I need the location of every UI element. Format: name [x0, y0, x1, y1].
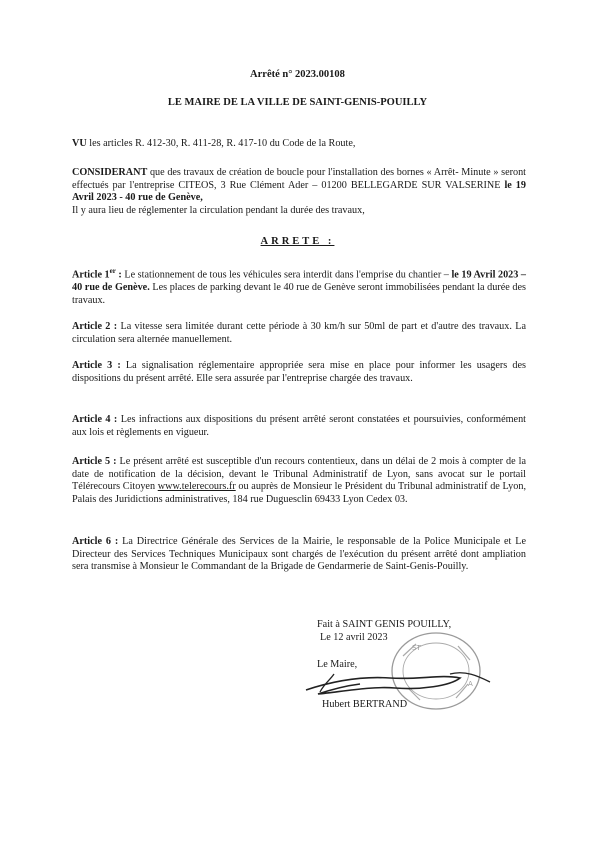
- decree-number: Arrêté n° 2023.00108: [250, 69, 345, 80]
- article-1-colon: :: [115, 269, 122, 281]
- article-1-text: Le stationnement de tous les véhicules sera interdit dans l'emprise du chantier –: [121, 269, 452, 281]
- article-5-text-cont: ou auprès de Monsieur le Président du Tribunal administratif de Lyon, Palais des Juridictions administratives, 184 rue Duguesclin 69433 Lyon Cedex 03.: [72, 481, 526, 505]
- issuing-authority: LE MAIRE DE LA VILLE DE SAINT-GENIS-POUILLY: [167, 97, 428, 108]
- article-2-label: Article 2 :: [72, 321, 118, 332]
- signature-place: Fait à SAINT GENIS POUILLY,: [317, 619, 452, 630]
- article-4: [72, 414, 526, 439]
- article-5-text: Le présent arrêté est susceptible d'un recours contentieux, dans un délai de 2 mois à compter de la date de notification de la décision, devant le Tribunal Administratif de Lyon, sans avocat sur le portail Télérecours Citoyen: [72, 456, 526, 493]
- svg-text:A: A: [468, 680, 473, 688]
- article-3-label: Article 3 :: [72, 360, 121, 371]
- considerant-paragraph: [72, 167, 526, 217]
- vu-text: les articles R. 412-30, R. 411-28, R. 417-10 du Code de la Route,: [86, 138, 356, 149]
- vu-label: VU: [72, 138, 87, 149]
- considerant-label: CONSIDERANT: [72, 167, 148, 178]
- considerant-text: que des travaux de création de boucle pour l'installation des bornes « Arrêt- Minute » seront effectués par l'entreprise CITEOS, 3 Rue Clément Ader – 01200 BELLEGARDE SUR VALSERINE: [72, 167, 526, 191]
- signature-role: Le Maire,: [317, 659, 358, 670]
- article-2-text: La vitesse sera limitée durant cette période à 30 km/h sur 50ml de part et d'autre des travaux. La circulation sera alternée manuellement.: [72, 321, 526, 345]
- article-4-text: Les infractions aux dispositions du présent arrêté seront constatées et poursuivies, conformément aux lois et règlements en vigueur.: [72, 414, 526, 438]
- article-3: [72, 360, 526, 385]
- signatory-name: Hubert BERTRAND: [322, 699, 408, 710]
- svg-text:ST: ST: [412, 644, 421, 652]
- article-1-date: le 19 Avril 2023 – 40 rue de Genève.: [72, 269, 526, 293]
- article-4-label: Article 4 :: [72, 414, 118, 425]
- article-6-label: Article 6 :: [72, 536, 119, 547]
- arrete-heading: [0, 236, 595, 247]
- considerant-date: le 19 Avril 2023 - 40 rue de Genève,: [72, 179, 526, 204]
- article-1: [72, 265, 526, 307]
- article-2: [72, 321, 526, 346]
- vu-paragraph: [72, 138, 526, 151]
- telerecours-link[interactable]: www.telerecours.fr: [157, 481, 236, 493]
- article-5: [72, 456, 526, 506]
- article-6-text: La Directrice Générale des Services de la Mairie, le responsable de la Police Municipale et Le Directeur des Services Techniques Municipaux sont chargés de l'exécution du présent arrêté dont ampliation sera transmise à Monsieur le Commandant de la Brigade de Gendarmerie de Saint-Genis-Pouilly.: [72, 536, 526, 573]
- article-5-label: Article 5 :: [72, 456, 117, 467]
- article-3-text: La signalisation réglementaire appropriée sera mise en place pour informer les usagers des dispositions du présent arrêté. Elle sera assurée par l'entreprise chargée des travaux.: [72, 360, 526, 384]
- arrete-heading-text: ARRETE :: [260, 236, 335, 247]
- article-1-superscript: er: [109, 267, 116, 275]
- article-1-label: Article 1: [72, 269, 110, 281]
- article-1-text-cont: Les places de parking devant le 40 rue de Genève seront immobilisées pendant la durée des travaux.: [72, 281, 527, 306]
- article-6: [72, 536, 526, 574]
- considerant-conclusion: Il y aura lieu de réglementer la circulation pendant la durée des travaux,: [72, 204, 365, 216]
- signature-date: Le 12 avril 2023: [320, 632, 388, 643]
